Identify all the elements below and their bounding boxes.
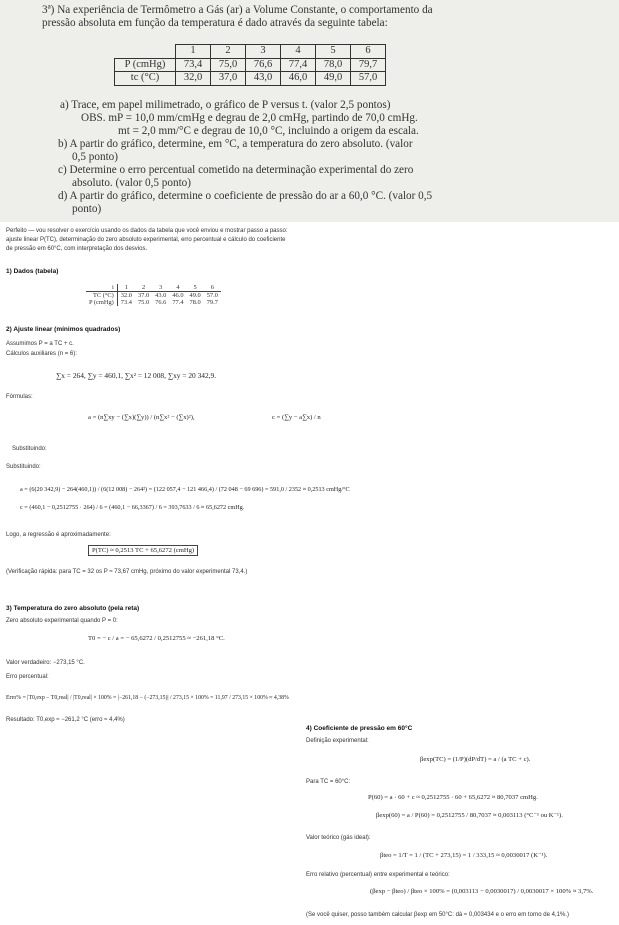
table-cell: 79.7 [206, 299, 218, 306]
row-label-pressure: P (cmHg) [115, 58, 176, 72]
table-header-cell: 1 [176, 45, 211, 59]
table-cell: 32.0 [120, 292, 132, 299]
body-text: Logo, a regressão é aproximadamente: [6, 532, 111, 538]
table-cell: 76,6 [246, 58, 281, 72]
table-cell: 73,4 [176, 58, 211, 72]
row-label: P (cmHg) [86, 299, 117, 306]
zero-absolute-equation: T0 = − c / a = − 65,6272 / 0,2512755 ≈ −261,18 °C. [88, 635, 225, 642]
relative-error-equation: (βexp − βteo) / βteo × 100% = (0,003113 − 0,0030017) / 0,0030017 × 100% ≈ 3,7%. [370, 888, 594, 895]
table-cell: 57.0 [206, 292, 218, 299]
row-label-temperature: tc (°C) [115, 72, 176, 86]
formula-a: a = (n∑xy − (∑x)(∑y)) / (n∑x² − (∑x)²), [88, 414, 195, 421]
table-cell: 49,0 [316, 72, 351, 86]
table-corner [115, 45, 176, 59]
table-header-cell: 4 [281, 45, 316, 59]
equation-a: a = (6(20 342,9) − 264(460,1)) / (6(12 008) − 264²) = (122 057,4 − 121 466,4) / (72 048 − 69 696) = 591,0 / 2352 ≈ 0,2513 cmHg/°C [20, 486, 350, 493]
table-header-cell: 3 [246, 45, 281, 59]
beta-exp-60: βexp(60) = a / P(60) = 0,2512755 / 80,7037 ≈ 0,003113 (°C⁻¹ ou K⁻¹). [376, 812, 563, 819]
body-text: Erro percentual: [6, 674, 49, 680]
section-title: 4) Coeficiente de pressão em 60°C [306, 725, 413, 732]
data-table [86, 284, 221, 306]
table-cell: 78,0 [316, 58, 351, 72]
body-text: Substituindo: [6, 464, 41, 470]
section-title: 1) Dados (tabela) [6, 268, 59, 275]
body-text: Zero absoluto experimental quando P = 0: [6, 618, 118, 624]
body-text: Para TC = 60°C: [306, 779, 351, 785]
table-cell: 49.0 [189, 292, 201, 299]
body-text: Definição experimental: [306, 738, 369, 744]
intro-text: de pressão em 60°C, com interpretação dos desvios. [6, 246, 148, 252]
item-b-cont: 0,5 ponto) [72, 151, 118, 163]
formula-c: c = (∑y − a∑x) / n [272, 414, 321, 421]
table-cell: 46.0 [172, 292, 184, 299]
body-text: Valor teórico (gás ideal): [306, 835, 371, 841]
body-text: Erro relativo (percentual) entre experimental e teórico: [306, 872, 450, 878]
item-d-cont: ponto) [72, 203, 102, 215]
section-title: 3) Temperatura do zero absoluto (pela reta) [6, 605, 140, 612]
table-cell: 75,0 [211, 58, 246, 72]
table-header-cell: 2 [211, 45, 246, 59]
beta-definition: βexp(TC) = (1/P)(dP/dT) = a / (a TC + c). [420, 756, 531, 763]
table-cell: 37,0 [211, 72, 246, 86]
item-c: c) Determine o erro percentual cometido na determinação experimental do zero [58, 164, 414, 176]
table-cell: 73.4 [120, 299, 132, 306]
pressure-60: P(60) = a · 60 + c ≈ 0,2512755 · 60 + 65,6272 ≈ 80,7037 cmHg. [368, 794, 538, 801]
table-cell: 32,0 [176, 72, 211, 86]
table-header-cell: i [86, 284, 117, 292]
regression-result: P(TC) ≈ 0,2513 TC + 65,6272 (cmHg) [88, 545, 198, 556]
row-label: TC (°C) [86, 292, 117, 300]
body-text: Cálculos auxiliares (n = 6): [6, 351, 77, 357]
table-header-cell: 4 [169, 284, 186, 292]
item-d: d) A partir do gráfico, determine o coeficiente de pressão do ar a 60,0 °C. (valor 0,5 [58, 190, 433, 202]
table-cell: 77.4 [172, 299, 184, 306]
table-cell: 43,0 [246, 72, 281, 86]
section-title: 2) Ajuste linear (mínimos quadrados) [6, 326, 121, 333]
intro-text: ajuste linear P(TC), determinação do zero absoluto experimental, erro percentual e cálculo do coeficiente [6, 237, 286, 243]
question-line: pressão absoluta em função da temperatura é dado através da seguinte tabela: [42, 17, 388, 29]
beta-theory: βteo = 1/T = 1 / (TC + 273,15) = 1 / 333,15 ≈ 0,0030017 (K⁻¹). [380, 852, 548, 859]
footnote: (Se você quiser, posso também calcular βexp em 50°C: dá ≈ 0,003434 e o erro em torno de 4,1%.) [306, 912, 569, 918]
item-a-obs: OBS. mP = 10,0 mm/cmHg e degrau de 2,0 cmHg, partindo de 70,0 cmHg. [81, 112, 418, 124]
body-text: Resultado: T0,exp ≈ −261,2 °C (erro ≈ 4,4%) [6, 717, 125, 723]
table-header-cell: 6 [351, 45, 386, 59]
table-cell: 78.0 [189, 299, 201, 306]
item-a-obs: mt = 2,0 mm/°C e degrau de 10,0 °C, incluindo a origem da escala. [118, 125, 419, 137]
table-header-cell: 2 [135, 284, 152, 292]
table-header-cell: 5 [187, 284, 204, 292]
table-cell: 75.0 [137, 299, 150, 306]
sums-equation: ∑x = 264, ∑y = 460,1, ∑x² = 12 008, ∑xy = 20 342,9. [56, 371, 217, 380]
table-cell: 79,7 [351, 58, 386, 72]
scanned-question [0, 0, 619, 222]
table-header-cell: 5 [316, 45, 351, 59]
table-header-cell: 6 [204, 284, 221, 292]
body-text: Assumimos P = a TC + c. [6, 341, 74, 347]
item-c-cont: absoluto. (valor 0,5 ponto) [72, 177, 192, 189]
table-cell: 46,0 [281, 72, 316, 86]
body-text: (Verificação rápida: para TC = 32 os P ≈ 73,67 cmHg, próximo do valor experimental 73,4.) [6, 569, 248, 575]
question-line: 3ª) Na experiência de Termômetro a Gás (ar) a Volume Constante, o comportamento da [42, 4, 433, 16]
table-header-cell: 1 [117, 284, 135, 292]
body-text: Substituindo: [12, 446, 47, 452]
equation-c: c = (460,1 − 0,2512755 · 264) / 6 = (460,1 − 66,3367) / 6 = 393,7633 / 6 ≈ 65,6272 cmHg. [20, 504, 245, 511]
error-equation: Erro% = |T0,exp − T0,real| / |T0,real| × 100% = |−261,18 − (−273,15)| / 273,15 × 100% = 11,97 / 273,15 × 100% ≈ 4,38% [6, 695, 289, 701]
item-b: b) A partir do gráfico, determine, em °C, a temperatura do zero absoluto. (valor [58, 138, 413, 150]
table-cell: 76.6 [155, 299, 167, 306]
body-text: Valor verdadeiro: −273,15 °C. [6, 660, 85, 666]
table-header-cell: 3 [152, 284, 169, 292]
table-cell: 43.0 [155, 292, 167, 299]
table-cell: 77,4 [281, 58, 316, 72]
body-text: Fórmulas: [6, 394, 33, 400]
table-cell: 57,0 [351, 72, 386, 86]
intro-text: Perfeito — vou resolver o exercício usando os dados da tabela que você enviou e mostrar passo a passo: [6, 228, 288, 234]
item-a: a) Trace, em papel milimetrado, o gráfico de P versus t. (valor 2,5 pontos) [60, 99, 391, 111]
scan-data-table [114, 44, 386, 86]
table-cell: 37.0 [137, 292, 150, 299]
